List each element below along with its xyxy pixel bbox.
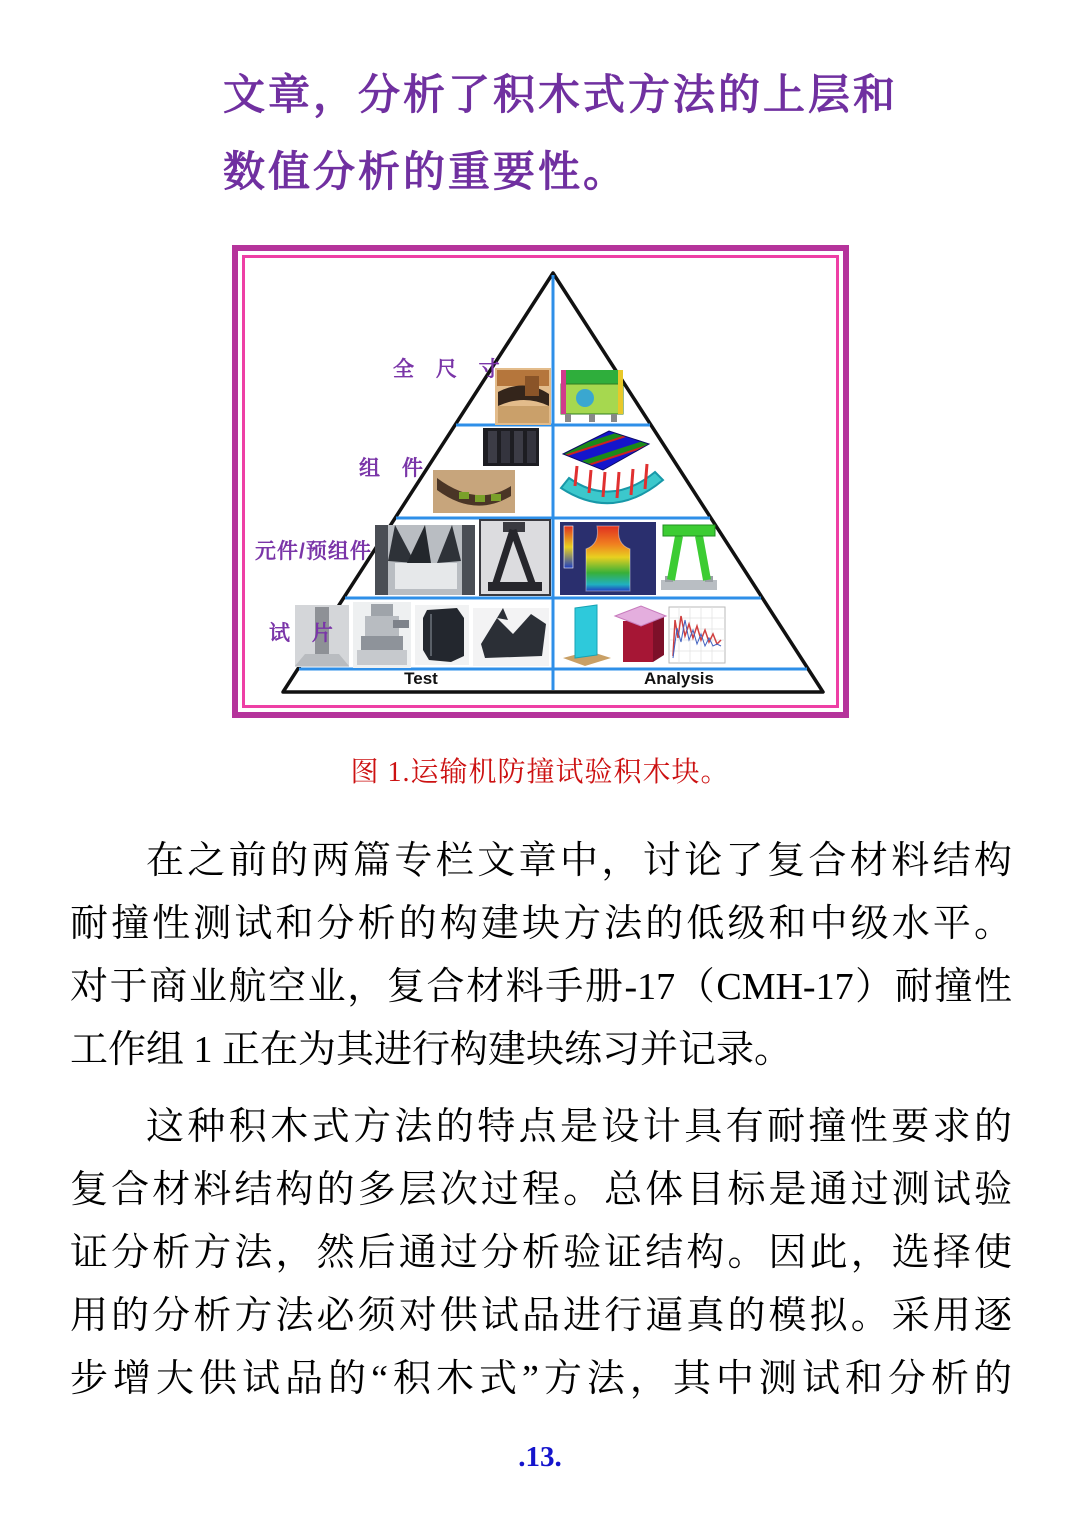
figure-frame	[242, 255, 839, 708]
test-column-label: Test	[404, 669, 438, 688]
pyramid-level-label-coupon: 试 片	[269, 622, 341, 645]
pyramid-diagram	[245, 258, 836, 705]
paragraph1-line4: 工作组 1 正在为其进行构建块练习并记录。	[70, 1029, 793, 1071]
paragraph2-line3: 证分析方法，然后通过分析验证结构。因此，选择使	[70, 1232, 1012, 1274]
paragraph1-line1: 在之前的两篇专栏文章中，讨论了复合材料结构	[146, 840, 1012, 882]
pyramid-level-label-element: 元件/预组件	[255, 540, 372, 563]
pyramid-level-label-full-scale: 全 尺 寸	[393, 358, 508, 381]
paragraph1-line3: 对于商业航空业，复合材料手册-17（CMH-17）耐撞性	[70, 966, 1012, 1008]
article-body	[70, 832, 1012, 1413]
paragraph2-line1: 这种积木式方法的特点是设计具有耐撞性要求的	[146, 1106, 1012, 1148]
figure-caption: 图 1.运输机防撞试验积木块。	[350, 757, 730, 788]
paragraph2-line5: 步增大供试品的“积木式”方法，其中测试和分析的	[70, 1358, 1012, 1400]
figure-1	[232, 245, 849, 718]
component-panel-test-photo	[483, 428, 539, 466]
page-number: .13.	[518, 1441, 562, 1473]
subcomponent-aframe-test-photo	[480, 520, 550, 595]
title-line-1: 文章，分析了积木式方法的上层和	[223, 73, 899, 119]
pyramid-level-label-component: 组 件	[359, 457, 431, 480]
subcomponent-fixture-test-photo	[375, 525, 475, 595]
paragraph1-line2: 耐撞性测试和分析的构建块方法的低级和中级水平。	[70, 903, 1012, 945]
analysis-column-label: Analysis	[644, 669, 714, 688]
coupon-result-chart	[669, 607, 725, 663]
component-frame-test-photo	[433, 470, 515, 513]
full-scale-analysis-model	[561, 370, 623, 422]
paragraph2-line2: 复合材料结构的多层次过程。总体目标是通过测试验	[70, 1169, 1012, 1211]
paragraph2-line4: 用的分析方法必须对供试品进行逼真的模拟。采用逐	[70, 1295, 1012, 1337]
subcomponent-fem-contour	[560, 522, 656, 595]
title-line-2: 数值分析的重要性。	[223, 150, 629, 196]
